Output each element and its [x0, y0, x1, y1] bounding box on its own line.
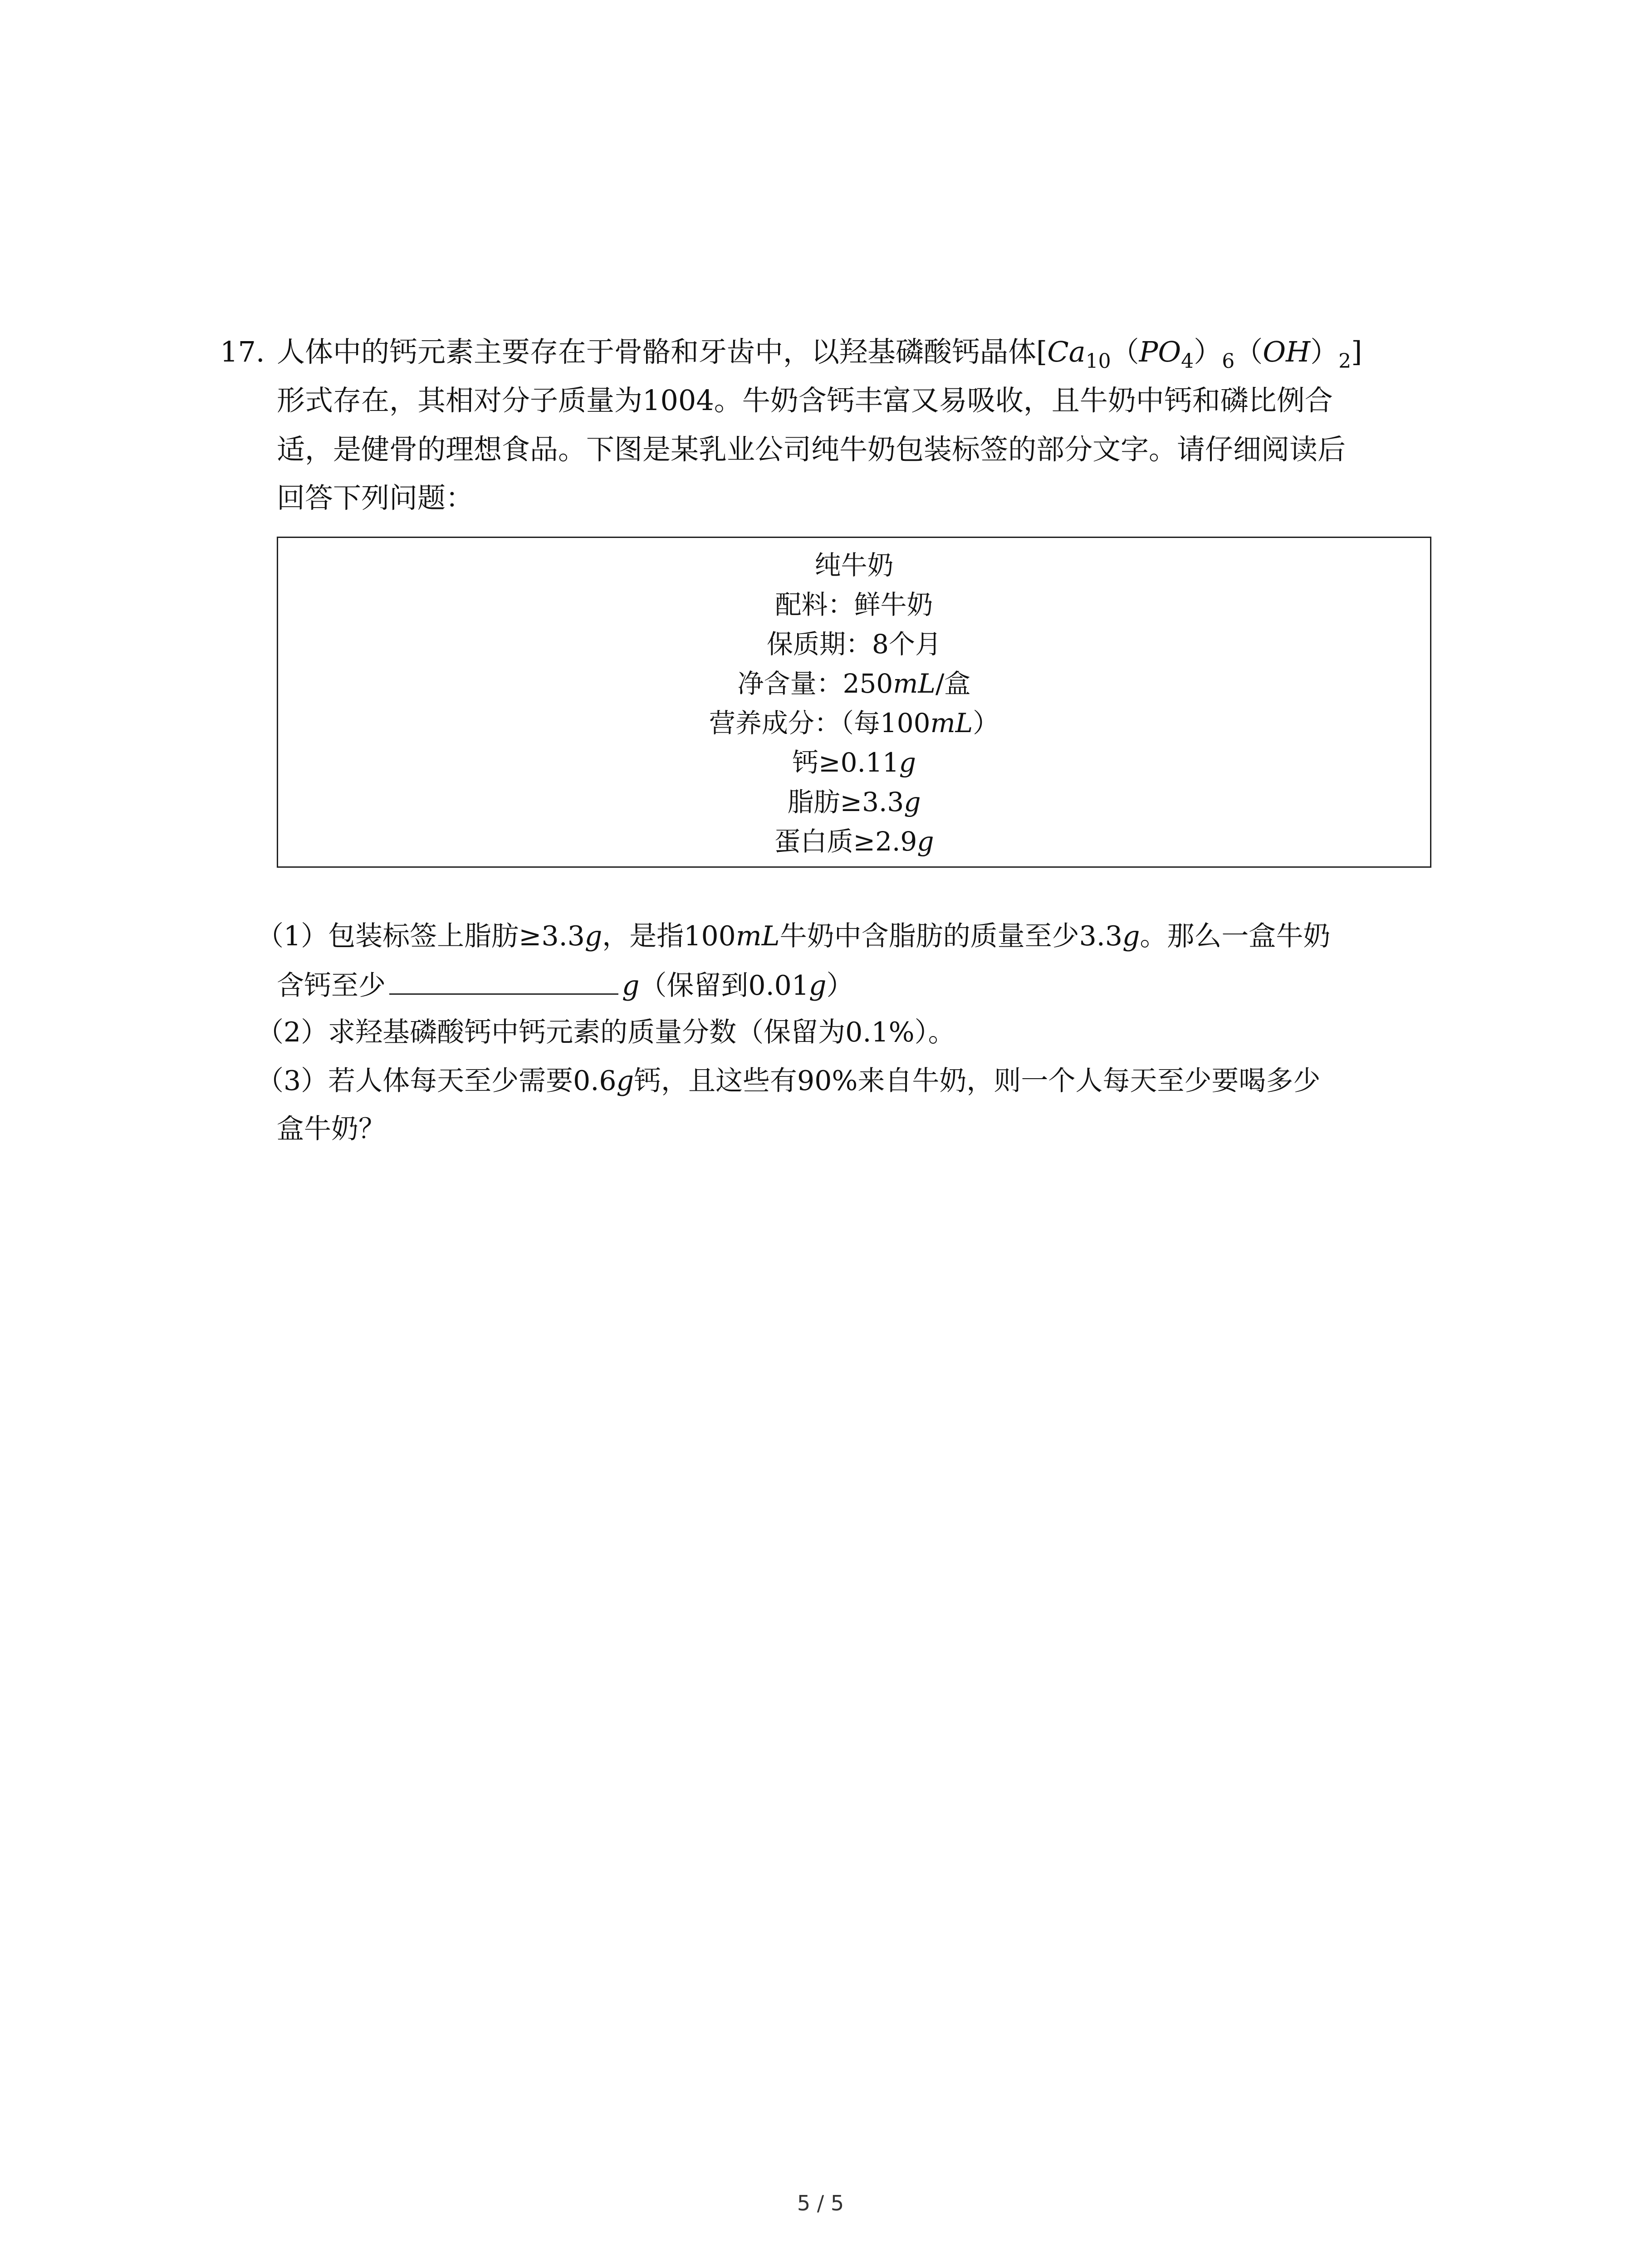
question-intro-line-1: 人体中的钙元素主要存在于骨骼和牙齿中，以羟基磷酸钙晶体$[Ca_{10}(PO_4)_6(OH)_2]$	[277, 335, 1362, 373]
question-number: 17.	[220, 335, 265, 368]
question-intro-line-3: 适，是健骨的理想食品。下图是某乳业公司纯牛奶包装标签的部分文字。请仔细阅读后	[277, 433, 1346, 466]
sub-question-3-line-1: （3）若人体每天至少需要0.6g钙，且这些有90%来自牛奶，则一个人每天至少要喝多少	[256, 1065, 1321, 1097]
label-fat: 脂肪≥3.3g	[787, 787, 921, 817]
label-nutrition: 营养成分：（每100mL）	[709, 708, 999, 738]
question-intro-line-2: 形式存在，其相对分子质量为1004。牛奶含钙丰富又易吸收，且牛奶中钙和磷比例合	[277, 384, 1333, 417]
label-ingredients: 配料：鲜牛奶	[775, 589, 933, 620]
label-shelf-life: 保质期：8个月	[767, 629, 941, 660]
milk-label-box	[277, 537, 1431, 868]
label-protein: 蛋白质≥2.9g	[774, 826, 934, 857]
sub-question-1-line-2: 含钙至少 g（保留到0.01g）	[277, 970, 854, 1002]
sub-question-2: （2）求羟基磷酸钙中钙元素的质量分数（保留为0.1%）。	[256, 1017, 955, 1048]
sub-question-3-line-2: 盒牛奶？	[277, 1113, 386, 1145]
label-title: 纯牛奶	[814, 550, 894, 581]
page-number: 5 / 5	[797, 2191, 844, 2215]
label-calcium: 钙≥0.11g	[792, 747, 916, 778]
label-net-content: 净含量：250mL/盒	[737, 668, 971, 699]
answer-blank[interactable]	[389, 971, 618, 995]
question-intro-line-4: 回答下列问题：	[277, 481, 474, 514]
sub-question-1-line-1: （1）包装标签上脂肪≥3.3g，是指100mL牛奶中含脂肪的质量至少3.3g。那么一盒牛奶	[256, 920, 1331, 952]
